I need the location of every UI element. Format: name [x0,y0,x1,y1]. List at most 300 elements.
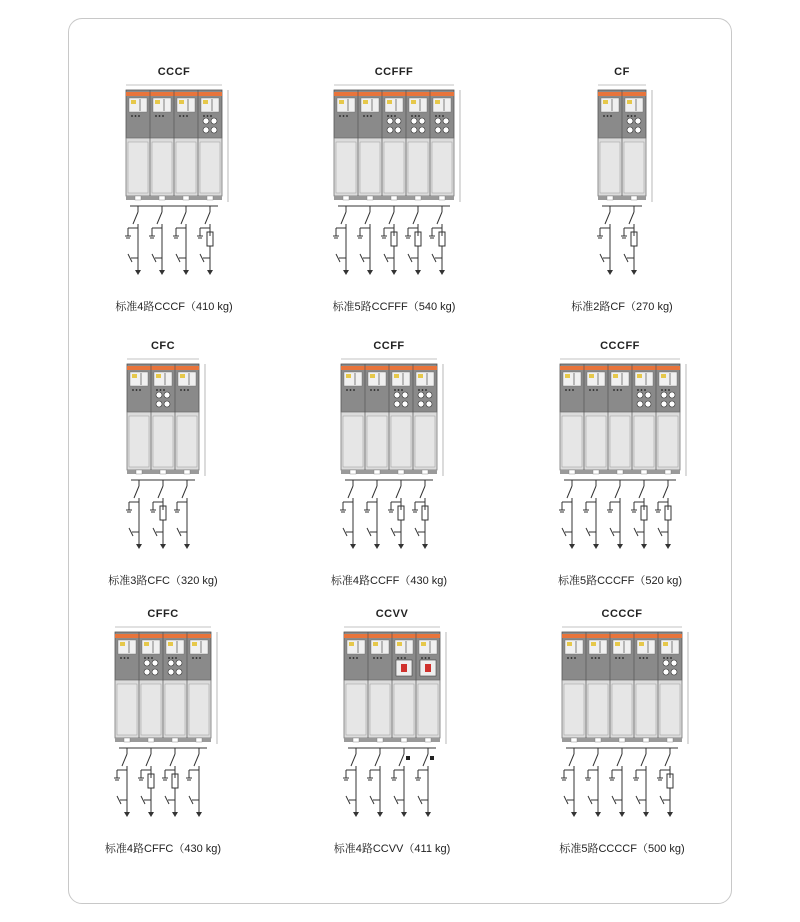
indicator-dot [373,657,375,659]
indicator-dot [591,657,593,659]
cabinet-front-view [558,622,694,748]
indicator-dot [138,115,140,117]
indicator-dot [135,115,137,117]
lower-door [384,142,404,193]
cable-terminal-arrow [665,544,671,549]
indicator-dot [377,657,379,659]
cable-terminal-arrow [207,270,213,275]
disconnector-blade [399,754,404,766]
base-foot [136,470,142,474]
unit-title: CCCF [157,66,191,78]
indicator-dot [637,389,639,391]
cable-terminal-arrow [172,812,178,817]
indicator-dot [663,657,665,659]
unit-cell-ccfff [289,66,499,316]
panel-indicator [180,374,185,378]
indicator-dot [644,389,646,391]
indicator-dot [184,389,186,391]
indicator-dot [574,657,576,659]
indicator-dot [661,389,663,391]
indicator-dot [422,389,424,391]
fuse-knob [395,127,401,133]
fuse-knob [635,127,641,133]
indicator-dot [367,115,369,117]
indicator-dot [613,389,615,391]
lower-door [432,142,452,193]
indicator-dot [622,657,624,659]
indicator-dot [639,657,641,659]
lower-door [128,142,148,193]
cabinet-front-view [111,622,223,748]
panel-indicator [131,100,136,104]
indicator-dot [160,389,162,391]
unit-title: CCFFF [374,66,414,78]
disconnector-blade [605,212,610,224]
indicator-dot [339,115,341,117]
fuse-knob [671,669,677,675]
panel-indicator [373,642,378,646]
lower-door [600,142,620,193]
panel-indicator [192,642,197,646]
fuse-knob [164,401,170,407]
indicator-dot [387,115,389,117]
base-foot [196,738,202,742]
disconnector-blade [122,754,127,766]
panel-indicator [394,374,399,378]
lower-door [562,416,582,467]
indicator-dot [199,657,201,659]
disconnector-blade [194,754,199,766]
indicator-dot [620,389,622,391]
indicator-dot [394,115,396,117]
lower-door [189,684,209,735]
indicator-dot [415,115,417,117]
fuse-knob [669,392,675,398]
indicator-dot [646,657,648,659]
fuse-knob [426,392,432,398]
fuse-knob [663,669,669,675]
disconnector-blade [182,486,187,498]
cable-terminal-arrow [401,812,407,817]
breaker-handle [425,664,431,672]
indicator-dot [595,657,597,659]
single-line-schematic [113,476,215,554]
lower-door [165,684,185,735]
disconnector-blade [437,212,442,224]
cable-terminal-arrow [641,544,647,549]
base-foot [422,470,428,474]
cable-terminal-arrow [183,270,189,275]
lower-door [636,684,656,735]
indicator-dot [567,657,569,659]
lower-door [177,416,197,467]
indicator-dot [589,389,591,391]
cable-terminal-arrow [571,812,577,817]
indicator-dot [127,657,129,659]
base-foot [391,196,397,200]
breaker-handle [401,664,407,672]
disconnector-blade [615,486,620,498]
cable-terminal-arrow [631,270,637,275]
fuse-knob [168,660,174,666]
unit-caption: 标准4路CCFF（430 kg) [330,575,448,587]
indicator-dot [377,389,379,391]
fuse-knob [402,392,408,398]
fuse-knob [395,118,401,124]
single-line-schematic [112,202,238,280]
cabinet-upper-body [127,364,199,412]
base-foot [172,738,178,742]
cabinet-front-view [340,622,452,748]
fuse-knob [661,392,667,398]
indicator-dot [151,657,153,659]
lower-door [586,416,606,467]
cable-terminal-arrow [184,544,190,549]
panel-indicator [387,100,392,104]
indicator-dot [411,115,413,117]
lower-door [117,684,137,735]
busbar-strip [334,92,454,96]
unit-cell-cf [517,66,727,316]
fuse-knob [645,401,651,407]
base-foot [159,196,165,200]
indicator-dot [398,389,400,391]
lower-door [634,416,654,467]
cable-terminal-arrow [135,270,141,275]
indicator-dot [162,115,164,117]
panel-indicator [155,100,160,104]
fuse-knob [211,118,217,124]
fuse-knob [627,127,633,133]
panel-indicator [663,642,668,646]
indicator-dot [159,115,161,117]
panel-indicator [613,374,618,378]
base-foot [607,196,613,200]
cable-terminal-arrow [617,544,623,549]
disconnector-blade [569,754,574,766]
indicator-dot [401,389,403,391]
fuse-knob [443,118,449,124]
unit-caption: 标准5路CCFFF（540 kg) [332,301,456,313]
indicator-dot [596,389,598,391]
cable-terminal-arrow [160,544,166,549]
indicator-dot [203,115,205,117]
single-line-schematic [101,744,227,822]
indicator-dot [136,389,138,391]
disconnector-blade [413,212,418,224]
base-foot [353,738,359,742]
disconnector-blade [567,486,572,498]
unit-title: CCCCF [601,608,643,620]
lower-door [346,684,366,735]
unit-caption: 标准5路CCCFF（520 kg) [557,575,683,587]
indicator-dot [418,115,420,117]
cable-terminal-arrow [422,544,428,549]
fuse-knob [387,118,393,124]
base-foot [643,738,649,742]
cabinet-base [598,196,646,200]
unit-caption: 标准4路CCCF（410 kg) [115,301,233,313]
fuse-knob [394,401,400,407]
cabinet-front-view [594,80,658,206]
disconnector-blade [372,486,377,498]
indicator-dot [641,389,643,391]
indicator-dot [163,389,165,391]
unit-caption: 标准2路CF（270 kg) [571,301,673,313]
base-foot [415,196,421,200]
panel-indicator [418,374,423,378]
fuse-knob [435,127,441,133]
indicator-dot [643,657,645,659]
cable-terminal-arrow [148,812,154,817]
unit-cell-ccff [284,340,494,590]
fuse-knob [663,660,669,666]
indicator-dot [207,115,209,117]
indicator-dot [428,657,430,659]
base-foot [667,738,673,742]
indicator-dot [350,389,352,391]
disconnector-blade [134,486,139,498]
single-line-schematic [546,476,696,554]
indicator-dot [394,389,396,391]
indicator-dot [665,389,667,391]
panel-indicator [120,642,125,646]
cable-terminal-arrow [425,812,431,817]
fuse-knob [637,401,643,407]
cable-terminal-arrow [595,812,601,817]
base-foot [571,738,577,742]
indicator-dot [353,657,355,659]
unit-cell-cccf [69,66,279,316]
base-foot [207,196,213,200]
indicator-dot [572,389,574,391]
fuse-knob [176,669,182,675]
unit-caption: 标准3路CFC（320 kg) [108,575,218,587]
cable-terminal-arrow [367,270,373,275]
indicator-dot [404,657,406,659]
indicator-dot [343,115,345,117]
indicator-dot [615,657,617,659]
indicator-dot [401,657,403,659]
fuse-knob [635,118,641,124]
busbar-strip [562,634,682,638]
panel-indicator [637,374,642,378]
indicator-dot [380,657,382,659]
unit-title: CCVV [375,608,409,620]
unit-cell-ccvv [287,608,497,858]
disconnector-blade [133,212,138,224]
fuse-knob [144,669,150,675]
single-line-schematic [320,202,470,280]
lower-door [360,142,380,193]
cabinet-front-view [337,354,449,480]
indicator-dot [180,389,182,391]
indicator-dot [196,657,198,659]
base-foot [619,738,625,742]
base-foot [595,738,601,742]
panel-indicator [661,374,666,378]
fuse-knob [435,118,441,124]
busbar-strip [127,366,199,370]
disconnector-blade [663,486,668,498]
single-line-schematic [584,202,662,280]
fuse-knob [627,118,633,124]
cable-terminal-arrow [398,544,404,549]
disconnector-blade [617,754,622,766]
fuse-knob [411,127,417,133]
panel-indicator [144,642,149,646]
fuse-knob [203,118,209,124]
indicator-dot [168,657,170,659]
cable-terminal-arrow [353,812,359,817]
fuse-knob [671,660,677,666]
cable-terminal-arrow [391,270,397,275]
indicator-dot [179,115,181,117]
indicator-dot [569,389,571,391]
indicator-dot [175,657,177,659]
cable-terminal-arrow [593,544,599,549]
panel-indicator [156,374,161,378]
panel-indicator [132,374,137,378]
panel-indicator [435,100,440,104]
base-foot [439,196,445,200]
panel-indicator [567,642,572,646]
fuse-knob [637,392,643,398]
fuse-knob [443,127,449,133]
indicator-dot [120,657,122,659]
base-foot [641,470,647,474]
fuse-knob [645,392,651,398]
base-foot [425,738,431,742]
panel-indicator [203,100,208,104]
base-foot [631,196,637,200]
disconnector-blade [365,212,370,224]
disconnector-blade [181,212,186,224]
cable-terminal-arrow [159,270,165,275]
fuse-knob [426,401,432,407]
unit-cell-cfc [58,340,268,590]
disconnector-blade [375,754,380,766]
lower-door [415,416,435,467]
panel-indicator [370,374,375,378]
indicator-dot [370,389,372,391]
disconnector-blade [348,486,353,498]
panel-indicator [339,100,344,104]
indicator-dot [132,389,134,391]
fuse-knob [176,660,182,666]
cable-terminal-arrow [350,544,356,549]
fuse-knob [419,127,425,133]
unit-cell-cccff [515,340,725,590]
disconnector-blade [629,212,634,224]
indicator-dot [571,657,573,659]
fuse-knob [164,392,170,398]
fuse-knob [394,392,400,398]
unit-cell-cffc [58,608,268,858]
indicator-dot [210,115,212,117]
base-foot [160,470,166,474]
cable-terminal-arrow [667,812,673,817]
cabinet-front-view [123,354,211,480]
fuse-knob [387,127,393,133]
base-foot [343,196,349,200]
lower-door [408,142,428,193]
base-foot [374,470,380,474]
lower-door [367,416,387,467]
lower-door [624,142,644,193]
disconnector-blade [341,212,346,224]
indicator-dot [187,389,189,391]
panel-indicator [591,642,596,646]
unit-title: CFFC [147,608,179,620]
base-foot [184,470,190,474]
lower-door [336,142,356,193]
base-foot [124,738,130,742]
lower-door [153,416,173,467]
indicator-dot [374,389,376,391]
fuse-knob [203,127,209,133]
indicator-dot [442,115,444,117]
lower-door [176,142,196,193]
lower-door [129,416,149,467]
disconnector-blade [593,754,598,766]
indicator-dot [607,115,609,117]
unit-caption: 标准4路CFFC（430 kg) [104,843,222,855]
indicator-dot [418,389,420,391]
panel-indicator [603,100,608,104]
lower-door [658,416,678,467]
disconnector-blade [170,754,175,766]
indicator-dot [627,115,629,117]
lower-door [612,684,632,735]
indicator-dot [156,389,158,391]
indicator-dot [356,657,358,659]
lower-door [200,142,220,193]
disconnector-blade [351,754,356,766]
disconnector-blade [591,486,596,498]
lower-door [660,684,680,735]
disconnector-blade [158,486,163,498]
base-foot [367,196,373,200]
indicator-dot [131,115,133,117]
cable-terminal-arrow [343,270,349,275]
indicator-dot [139,389,141,391]
fuse-knob [156,392,162,398]
fuse-knob [156,401,162,407]
unit-caption: 标准4路CCVV（411 kg) [333,843,451,855]
indicator-dot [631,115,633,117]
indicator-dot [186,115,188,117]
panel-indicator [589,374,594,378]
cabinet-front-view [556,354,692,480]
base-foot [135,196,141,200]
indicator-dot [565,389,567,391]
fuse-knob [418,401,424,407]
fuse-knob [661,401,667,407]
lower-door [391,416,411,467]
indicator-dot [598,657,600,659]
panel-indicator [627,100,632,104]
panel-indicator [179,100,184,104]
indicator-dot [593,389,595,391]
cable-terminal-arrow [607,270,613,275]
indicator-dot [363,115,365,117]
panel-indicator [349,642,354,646]
lower-door [610,416,630,467]
indicator-dot [421,657,423,659]
cable-terminal-arrow [136,544,142,549]
indicator-dot [183,115,185,117]
